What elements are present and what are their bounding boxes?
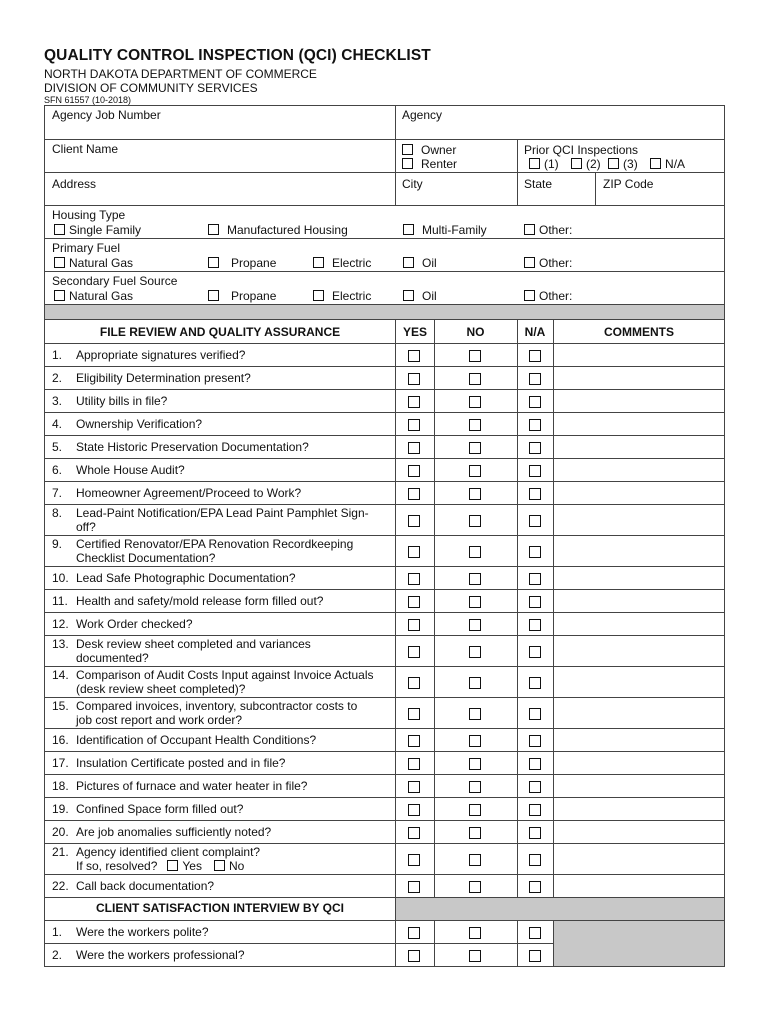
comments-column-header: COMMENTS bbox=[604, 325, 674, 339]
na-checkbox[interactable] bbox=[529, 827, 541, 839]
no-checkbox[interactable] bbox=[469, 465, 481, 477]
no-checkbox[interactable] bbox=[469, 596, 481, 608]
checkbox[interactable] bbox=[403, 290, 414, 301]
comments-cell[interactable] bbox=[554, 567, 724, 589]
na-checkbox[interactable] bbox=[529, 677, 541, 689]
checkbox[interactable] bbox=[402, 158, 413, 169]
yes-checkbox[interactable] bbox=[408, 781, 420, 793]
no-checkbox[interactable] bbox=[469, 758, 481, 770]
comments-cell[interactable] bbox=[554, 875, 724, 897]
item-text: Eligibility Determination present? bbox=[76, 370, 251, 385]
comments-cell[interactable] bbox=[554, 844, 724, 874]
item-text: Comparison of Audit Costs Input against Invoice Actuals bbox=[76, 667, 374, 682]
na-column-header: N/A bbox=[524, 325, 546, 339]
item-number: 10. bbox=[52, 570, 69, 585]
item-number: 7. bbox=[52, 485, 63, 500]
comments-cell[interactable] bbox=[554, 413, 724, 435]
yes-checkbox[interactable] bbox=[408, 677, 420, 689]
comments-cell[interactable] bbox=[554, 482, 724, 504]
no-checkbox[interactable] bbox=[469, 804, 481, 816]
item-text: Appropriate signatures verified? bbox=[76, 347, 246, 362]
item-number: 14. bbox=[52, 667, 69, 682]
na-checkbox[interactable] bbox=[529, 735, 541, 747]
item-number: 13. bbox=[52, 636, 69, 651]
interview-comments-shade bbox=[554, 921, 724, 966]
file-review-item bbox=[52, 594, 323, 608]
housing-single-family[interactable]: Single Family bbox=[54, 223, 141, 237]
na-checkbox[interactable] bbox=[529, 465, 541, 477]
checkbox[interactable] bbox=[54, 290, 65, 301]
yes-checkbox[interactable] bbox=[408, 927, 420, 939]
item-number: 22. bbox=[52, 878, 69, 893]
owner-option[interactable]: Owner bbox=[402, 143, 456, 157]
item-number: 9. bbox=[52, 536, 63, 551]
item-text: Health and safety/mold release form filled out? bbox=[76, 593, 324, 608]
file-review-item bbox=[52, 733, 316, 747]
item-number: 8. bbox=[52, 505, 63, 520]
item-text: Lead-Paint Notification/EPA Lead Paint Pamphlet Sign- bbox=[76, 505, 369, 520]
yes-checkbox[interactable] bbox=[408, 950, 420, 962]
yes-checkbox[interactable] bbox=[408, 596, 420, 608]
checkbox[interactable] bbox=[529, 158, 540, 169]
file-review-item bbox=[52, 617, 193, 631]
item-number: 15. bbox=[52, 698, 69, 713]
checkbox[interactable] bbox=[313, 257, 324, 268]
secondary-other[interactable]: Other: bbox=[524, 289, 572, 303]
checkbox[interactable] bbox=[650, 158, 661, 169]
file-review-item bbox=[52, 756, 285, 770]
yes-column-header: YES bbox=[402, 325, 427, 339]
item-text: Lead Safe Photographic Documentation? bbox=[76, 570, 296, 585]
agency-label: Agency bbox=[402, 108, 443, 122]
file-review-item bbox=[52, 845, 260, 873]
comments-cell[interactable] bbox=[554, 536, 724, 566]
comments-cell[interactable] bbox=[554, 729, 724, 751]
item-text: Ownership Verification? bbox=[76, 416, 203, 431]
yes-checkbox[interactable] bbox=[408, 708, 420, 720]
prior-qci-label: Prior QCI Inspections bbox=[524, 143, 639, 157]
no-checkbox[interactable] bbox=[469, 735, 481, 747]
checkbox[interactable] bbox=[524, 257, 535, 268]
resolved-yes-checkbox[interactable] bbox=[167, 860, 178, 871]
no-checkbox[interactable] bbox=[469, 396, 481, 408]
yes-checkbox[interactable] bbox=[408, 619, 420, 631]
yes-checkbox[interactable] bbox=[408, 758, 420, 770]
yes-checkbox[interactable] bbox=[408, 881, 420, 893]
na-checkbox[interactable] bbox=[529, 881, 541, 893]
file-review-heading: FILE REVIEW AND QUALITY ASSURANCE bbox=[99, 325, 341, 339]
yes-checkbox[interactable] bbox=[408, 373, 420, 385]
file-review-item bbox=[52, 537, 353, 565]
item-text: Desk review sheet completed and variances bbox=[76, 636, 311, 651]
checkbox[interactable] bbox=[208, 257, 219, 268]
no-column-header: NO bbox=[466, 325, 485, 339]
item-text: Agency identified client complaint? bbox=[76, 844, 261, 859]
primary-fuel-label: Primary Fuel bbox=[52, 241, 121, 255]
item-number: 11. bbox=[52, 593, 68, 608]
na-checkbox[interactable] bbox=[529, 596, 541, 608]
prior-qci-options[interactable]: (1) (2) (3) N/A bbox=[529, 157, 685, 171]
no-checkbox[interactable] bbox=[469, 950, 481, 962]
item-text-continued: documented? bbox=[76, 650, 149, 665]
checkbox[interactable] bbox=[54, 224, 65, 235]
resolved-no-checkbox[interactable] bbox=[214, 860, 225, 871]
yes-checkbox[interactable] bbox=[408, 854, 420, 866]
na-checkbox[interactable] bbox=[529, 927, 541, 939]
form-number: SFN 61557 (10-2018) bbox=[44, 95, 132, 105]
file-review-item bbox=[52, 463, 185, 477]
comments-cell[interactable] bbox=[554, 636, 724, 666]
secondary-natural-gas[interactable]: Natural Gas bbox=[54, 289, 133, 303]
na-checkbox[interactable] bbox=[529, 950, 541, 962]
file-review-item bbox=[52, 802, 243, 816]
address-label: Address bbox=[52, 177, 97, 191]
interview-header-shade bbox=[396, 898, 724, 920]
checkbox[interactable] bbox=[402, 144, 413, 155]
primary-natural-gas[interactable]: Natural Gas bbox=[54, 256, 133, 270]
checkbox[interactable] bbox=[208, 290, 219, 301]
primary-other[interactable]: Other: bbox=[524, 256, 572, 270]
yes-checkbox[interactable] bbox=[408, 646, 420, 658]
item-number: 16. bbox=[52, 732, 69, 747]
interview-item bbox=[52, 925, 209, 939]
item-text: Call back documentation? bbox=[76, 878, 215, 893]
interview-item bbox=[52, 948, 245, 962]
na-checkbox[interactable] bbox=[529, 515, 541, 527]
item-text-continued: off? bbox=[76, 519, 96, 534]
checkbox[interactable] bbox=[313, 290, 324, 301]
checkbox[interactable] bbox=[403, 257, 414, 268]
no-checkbox[interactable] bbox=[469, 573, 481, 585]
item-text: Insulation Certificate posted and in file? bbox=[76, 755, 286, 770]
resolved-no-label: No bbox=[228, 858, 245, 873]
comments-cell[interactable] bbox=[554, 798, 724, 820]
na-checkbox[interactable] bbox=[529, 758, 541, 770]
no-checkbox[interactable] bbox=[469, 373, 481, 385]
secondary-propane[interactable]: Propane bbox=[208, 289, 276, 303]
comments-cell[interactable] bbox=[554, 821, 724, 843]
item-number: 18. bbox=[52, 778, 69, 793]
housing-type-label: Housing Type bbox=[52, 208, 126, 222]
no-checkbox[interactable] bbox=[469, 350, 481, 362]
housing-other[interactable]: Other: bbox=[524, 223, 572, 237]
item-text: State Historic Preservation Documentation? bbox=[76, 439, 309, 454]
yes-checkbox[interactable] bbox=[408, 515, 420, 527]
file-review-item bbox=[52, 637, 311, 665]
comments-cell[interactable] bbox=[554, 613, 724, 635]
na-checkbox[interactable] bbox=[529, 619, 541, 631]
secondary-oil[interactable]: Oil bbox=[403, 289, 437, 303]
item-text-continued: If so, resolved? bbox=[76, 858, 158, 873]
no-checkbox[interactable] bbox=[469, 854, 481, 866]
file-review-item bbox=[52, 699, 357, 727]
item-number: 2. bbox=[52, 370, 63, 385]
housing-manufactured[interactable]: Manufactured Housing bbox=[208, 223, 348, 237]
checkbox[interactable] bbox=[54, 257, 65, 268]
file-review-item bbox=[52, 825, 271, 839]
item-number: 12. bbox=[52, 616, 69, 631]
comments-cell[interactable] bbox=[554, 667, 724, 697]
file-review-item bbox=[52, 668, 374, 696]
no-checkbox[interactable] bbox=[469, 488, 481, 500]
na-checkbox[interactable] bbox=[529, 373, 541, 385]
zip-label: ZIP Code bbox=[603, 177, 654, 191]
checkbox[interactable] bbox=[571, 158, 582, 169]
comments-cell[interactable] bbox=[554, 505, 724, 535]
no-checkbox[interactable] bbox=[469, 781, 481, 793]
renter-option[interactable]: Renter bbox=[402, 157, 457, 171]
item-text-continued: job cost report and work order? bbox=[76, 712, 243, 727]
agency-job-number-label: Agency Job Number bbox=[52, 108, 161, 122]
form-title: QUALITY CONTROL INSPECTION (QCI) CHECKLIST bbox=[44, 47, 431, 64]
primary-oil[interactable]: Oil bbox=[403, 256, 437, 270]
yes-checkbox[interactable] bbox=[408, 546, 420, 558]
file-review-item bbox=[52, 571, 296, 585]
no-checkbox[interactable] bbox=[469, 419, 481, 431]
file-review-item bbox=[52, 486, 301, 500]
no-checkbox[interactable] bbox=[469, 677, 481, 689]
item-number: 17. bbox=[52, 755, 69, 770]
checkbox[interactable] bbox=[524, 290, 535, 301]
na-checkbox[interactable] bbox=[529, 350, 541, 362]
department-name: NORTH DAKOTA DEPARTMENT OF COMMERCE bbox=[44, 67, 317, 81]
item-text: Whole House Audit? bbox=[76, 462, 185, 477]
item-text-continued: Checklist Documentation? bbox=[76, 550, 216, 565]
file-review-item bbox=[52, 394, 167, 408]
na-checkbox[interactable] bbox=[529, 646, 541, 658]
na-checkbox[interactable] bbox=[529, 854, 541, 866]
state-label: State bbox=[524, 177, 553, 191]
checkbox[interactable] bbox=[208, 224, 219, 235]
no-checkbox[interactable] bbox=[469, 515, 481, 527]
file-review-item bbox=[52, 417, 202, 431]
yes-checkbox[interactable] bbox=[408, 488, 420, 500]
comments-cell[interactable] bbox=[554, 459, 724, 481]
item-number: 3. bbox=[52, 393, 63, 408]
primary-propane[interactable]: Propane bbox=[208, 256, 276, 270]
item-text: Utility bills in file? bbox=[76, 393, 168, 408]
comments-cell[interactable] bbox=[554, 344, 724, 366]
item-text: Work Order checked? bbox=[76, 616, 193, 631]
checkbox[interactable] bbox=[524, 224, 535, 235]
na-checkbox[interactable] bbox=[529, 781, 541, 793]
item-number: 1. bbox=[52, 924, 63, 939]
yes-checkbox[interactable] bbox=[408, 419, 420, 431]
yes-checkbox[interactable] bbox=[408, 465, 420, 477]
yes-checkbox[interactable] bbox=[408, 735, 420, 747]
file-review-item bbox=[52, 371, 251, 385]
no-checkbox[interactable] bbox=[469, 546, 481, 558]
na-checkbox[interactable] bbox=[529, 573, 541, 585]
no-checkbox[interactable] bbox=[469, 927, 481, 939]
division-name: DIVISION OF COMMUNITY SERVICES bbox=[44, 81, 258, 95]
item-number: 2. bbox=[52, 947, 63, 962]
file-review-item bbox=[52, 506, 369, 534]
secondary-fuel-label: Secondary Fuel Source bbox=[52, 274, 178, 288]
na-checkbox[interactable] bbox=[529, 419, 541, 431]
secondary-electric[interactable]: Electric bbox=[313, 289, 371, 303]
file-review-item bbox=[52, 348, 245, 362]
item-number: 5. bbox=[52, 439, 63, 454]
item-text: Pictures of furnace and water heater in file? bbox=[76, 778, 308, 793]
housing-multi-family[interactable]: Multi-Family bbox=[403, 223, 487, 237]
checkbox[interactable] bbox=[608, 158, 619, 169]
na-checkbox[interactable] bbox=[529, 488, 541, 500]
item-text-continued: (desk review sheet completed)? bbox=[76, 681, 246, 696]
city-label: City bbox=[402, 177, 423, 191]
file-review-item bbox=[52, 879, 214, 893]
no-checkbox[interactable] bbox=[469, 827, 481, 839]
yes-checkbox[interactable] bbox=[408, 442, 420, 454]
primary-electric[interactable]: Electric bbox=[313, 256, 371, 270]
na-checkbox[interactable] bbox=[529, 442, 541, 454]
yes-checkbox[interactable] bbox=[408, 827, 420, 839]
item-text: Confined Space form filled out? bbox=[76, 801, 244, 816]
comments-cell[interactable] bbox=[554, 390, 724, 412]
checkbox[interactable] bbox=[403, 224, 414, 235]
yes-checkbox[interactable] bbox=[408, 350, 420, 362]
item-text: Homeowner Agreement/Proceed to Work? bbox=[76, 485, 302, 500]
file-review-item bbox=[52, 779, 307, 793]
na-checkbox[interactable] bbox=[529, 708, 541, 720]
yes-checkbox[interactable] bbox=[408, 396, 420, 408]
na-checkbox[interactable] bbox=[529, 396, 541, 408]
separator-band bbox=[45, 305, 724, 319]
comments-cell[interactable] bbox=[554, 775, 724, 797]
no-checkbox[interactable] bbox=[469, 619, 481, 631]
item-text: Were the workers professional? bbox=[76, 947, 245, 962]
item-text: Are job anomalies sufficiently noted? bbox=[76, 824, 272, 839]
file-review-item bbox=[52, 440, 309, 454]
item-text: Identification of Occupant Health Conditions? bbox=[76, 732, 317, 747]
client-name-label: Client Name bbox=[52, 142, 119, 156]
item-number: 20. bbox=[52, 824, 69, 839]
no-checkbox[interactable] bbox=[469, 881, 481, 893]
no-checkbox[interactable] bbox=[469, 708, 481, 720]
resolved-yes-label: Yes bbox=[182, 858, 202, 873]
interview-heading: CLIENT SATISFACTION INTERVIEW BY QCI bbox=[95, 901, 344, 915]
item-number: 4. bbox=[52, 416, 63, 431]
comments-cell[interactable] bbox=[554, 367, 724, 389]
item-text: Certified Renovator/EPA Renovation Recordkeeping bbox=[76, 536, 354, 551]
na-checkbox[interactable] bbox=[529, 804, 541, 816]
comments-cell[interactable] bbox=[554, 752, 724, 774]
comments-cell[interactable] bbox=[554, 590, 724, 612]
item-number: 1. bbox=[52, 347, 63, 362]
item-number: 6. bbox=[52, 462, 63, 477]
na-checkbox[interactable] bbox=[529, 546, 541, 558]
item-number: 21. bbox=[52, 844, 69, 859]
no-checkbox[interactable] bbox=[469, 442, 481, 454]
item-number: 19. bbox=[52, 801, 69, 816]
no-checkbox[interactable] bbox=[469, 646, 481, 658]
yes-checkbox[interactable] bbox=[408, 804, 420, 816]
item-text: Compared invoices, inventory, subcontractor costs to bbox=[76, 698, 358, 713]
yes-checkbox[interactable] bbox=[408, 573, 420, 585]
comments-cell[interactable] bbox=[554, 698, 724, 728]
item-text: Were the workers polite? bbox=[76, 924, 209, 939]
comments-cell[interactable] bbox=[554, 436, 724, 458]
